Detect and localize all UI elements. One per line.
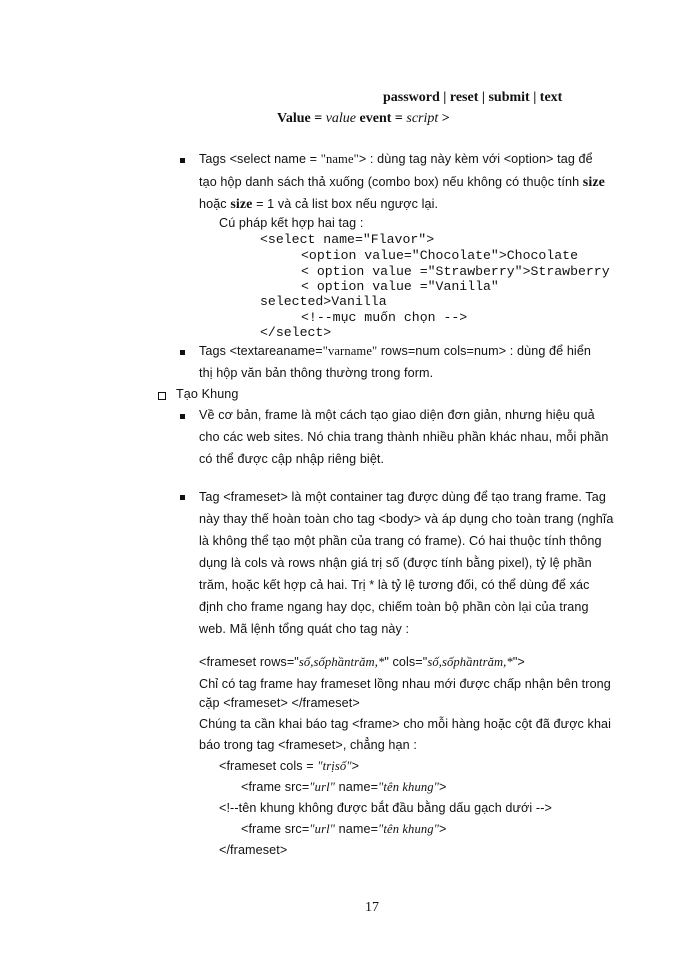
text: <frame src= bbox=[241, 780, 310, 794]
bullet-icon bbox=[180, 158, 185, 163]
frameset-para-6: định cho frame ngang hay dọc, chiếm toàn bộ phần còn lại của trang bbox=[199, 600, 589, 614]
code-line-3: < option value ="Strawberry">Strawberry bbox=[301, 264, 610, 279]
text: "> bbox=[512, 655, 525, 669]
example-comment: <!--tên khung không được bắt đầu bằng dấu gạch dưới --> bbox=[219, 801, 552, 815]
event-label: event = bbox=[356, 111, 407, 126]
example-frame-2 bbox=[241, 822, 447, 837]
frameset-syntax bbox=[199, 655, 525, 670]
text: Tags <select name = bbox=[199, 152, 321, 166]
text: <frameset cols = bbox=[219, 759, 318, 773]
text: > bbox=[439, 822, 447, 836]
text: số,sốphầntrăm,* bbox=[427, 655, 513, 669]
frameset-para-4: dụng là cols và rows nhận giá trị số (được tính bằng pixel), tỷ lệ phần bbox=[199, 556, 592, 570]
code-line-2: <option value="Chocolate">Chocolate bbox=[301, 248, 578, 263]
text: name= bbox=[335, 780, 379, 794]
page-number: 17 bbox=[365, 900, 379, 915]
bullet-icon bbox=[180, 350, 185, 355]
textarea-line-2: thị hộp văn bản thông thường trong form. bbox=[199, 366, 434, 380]
code-line-5: selected>Vanilla bbox=[260, 294, 387, 309]
checkbox-bullet-icon bbox=[158, 392, 166, 400]
example-frameset-close: </frameset> bbox=[219, 843, 288, 857]
event-italic: script bbox=[406, 111, 439, 126]
frameset-para-2: này thay thế hoàn toàn cho tag <body> và áp dụng cho toàn trang (nghĩa bbox=[199, 512, 614, 526]
text: "varname" bbox=[322, 344, 378, 358]
text: <frameset rows=" bbox=[199, 655, 299, 669]
section-title: Tạo Khung bbox=[176, 387, 239, 401]
text: "url" bbox=[309, 780, 336, 794]
text: "name" bbox=[320, 152, 359, 166]
text: tạo hộp danh sách thả xuống (combo box) nếu không có thuộc tính bbox=[199, 175, 583, 189]
code-line-4: < option value ="Vanilla" bbox=[301, 279, 499, 294]
code-line-1: <select name="Flavor"> bbox=[260, 232, 435, 247]
bullet-icon bbox=[180, 495, 185, 500]
frame-intro-3: có thể được cập nhập riêng biệt. bbox=[199, 452, 385, 466]
text: name= bbox=[335, 822, 379, 836]
note-3: Chúng ta cần khai báo tag <frame> cho mỗi hàng hoặc cột đã được khai bbox=[199, 717, 612, 731]
text: size bbox=[230, 197, 253, 212]
text: > bbox=[351, 759, 360, 773]
value-label: Value = bbox=[277, 111, 326, 126]
header-value-line bbox=[277, 111, 450, 127]
frameset-para-7: web. Mã lệnh tổng quát cho tag này : bbox=[199, 622, 410, 636]
frameset-para-1: Tag <frameset> là một container tag được dùng để tạo trang frame. Tag bbox=[199, 490, 606, 504]
text: <frame src= bbox=[241, 822, 310, 836]
note-1: Chỉ có tag frame hay frameset lồng nhau mới được chấp nhận bên trong bbox=[199, 677, 611, 691]
frame-intro-2: cho các web sites. Nó chia trang thành nhiều phần khác nhau, mỗi phần bbox=[199, 430, 609, 444]
text: = 1 và cả list box nếu ngược lại. bbox=[252, 197, 439, 211]
text: "tên khung" bbox=[378, 822, 440, 836]
text: rows=num cols=num> : dùng để hiển bbox=[377, 344, 592, 358]
frame-intro-1: Về cơ bản, frame là một cách tạo giao diện đơn giản, nhưng hiệu quả bbox=[199, 408, 595, 422]
syntax-label: Cú pháp kết hợp hai tag : bbox=[219, 216, 364, 230]
select-line-2 bbox=[199, 175, 605, 191]
textarea-line-1 bbox=[199, 344, 591, 359]
frameset-para-3: là không thể tạo một phần của trang có frame). Có hai thuộc tính thông bbox=[199, 534, 602, 548]
text: số,sốphầntrăm,* bbox=[298, 655, 385, 669]
header-options: password | reset | submit | text bbox=[383, 90, 563, 105]
frameset-para-5: trăm, hoặc kết hợp cả hai. Trị * là tỷ lệ tương đối, có thể dùng để xác bbox=[199, 578, 590, 592]
select-line-1 bbox=[199, 152, 593, 167]
text: hoặc bbox=[199, 197, 231, 211]
code-line-6: <!--mục muốn chọn --> bbox=[301, 310, 468, 325]
select-line-3 bbox=[199, 197, 438, 213]
example-frameset-open bbox=[219, 759, 359, 774]
text: "tên khung" bbox=[378, 780, 440, 794]
note-2: cặp <frameset> </frameset> bbox=[199, 696, 360, 710]
text: " cols=" bbox=[384, 655, 428, 669]
bullet-icon bbox=[180, 414, 185, 419]
text: "url" bbox=[309, 822, 336, 836]
code-line-7: </select> bbox=[260, 325, 332, 340]
text: size bbox=[582, 175, 605, 190]
text: Tags <textareaname= bbox=[199, 344, 323, 358]
text: > : dùng tag này kèm với <option> tag để bbox=[358, 152, 593, 166]
text: > bbox=[439, 780, 447, 794]
value-italic: value bbox=[325, 111, 357, 126]
example-frame-1 bbox=[241, 780, 447, 795]
note-4: báo trong tag <frameset>, chẳng hạn : bbox=[199, 738, 417, 752]
close-bracket: > bbox=[438, 111, 450, 126]
text: "trịsố" bbox=[317, 759, 352, 773]
